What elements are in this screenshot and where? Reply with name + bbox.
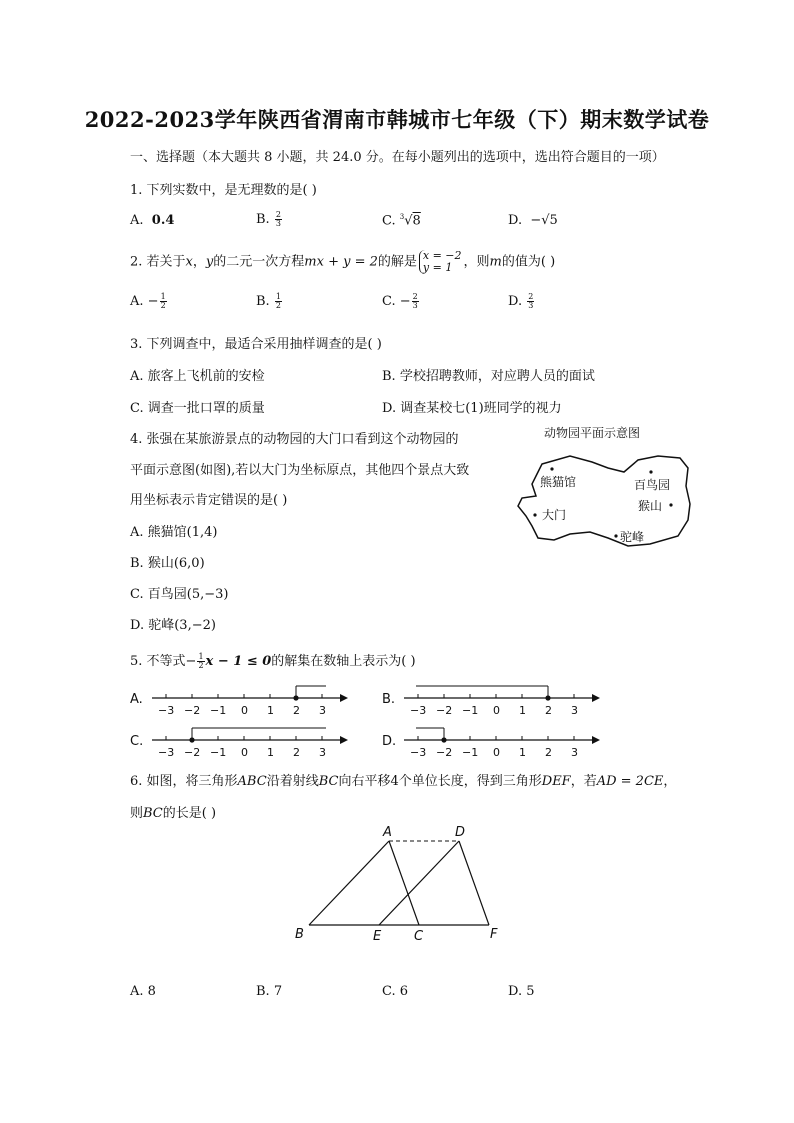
tick-label: −3: [158, 746, 175, 759]
map-label-gate: 大门: [542, 508, 567, 522]
label-F: F: [490, 927, 498, 942]
bird-dot: [649, 470, 652, 473]
tick-label: −2: [184, 704, 201, 717]
tick-label: 2: [545, 704, 552, 717]
map-label-monkey: 猴山: [638, 499, 663, 513]
tick-label: −1: [210, 746, 227, 759]
tick-label: −1: [210, 704, 227, 717]
triangle-translation-figure: [285, 820, 515, 950]
gate-dot: [533, 513, 536, 516]
tick-label: 3: [571, 704, 578, 717]
number-line-option-c: [130, 722, 350, 760]
axis-arrow: [592, 694, 600, 702]
q2-option-d: D. $\frac{2}{3}$: [508, 292, 534, 310]
tick-label: 0: [241, 746, 248, 759]
map-label-bird: 百鸟园: [634, 478, 671, 492]
zoo-map-figure: [510, 420, 700, 560]
q5-stem: 5. 不等式− $\frac{1}{2}$ x − 1 ≤ 0的解集在数轴上表示为( ): [130, 652, 416, 670]
q1-option-a: A. 0.4: [130, 213, 175, 228]
tick-label: 0: [493, 704, 500, 717]
tick-label: 3: [571, 746, 578, 759]
tick-label: −3: [158, 704, 175, 717]
q1-option-b: B. $\frac{2}{3}$: [256, 210, 281, 228]
panda-dot: [550, 467, 553, 470]
map-label-panda: 熊猫馆: [540, 475, 577, 489]
tick-label: 1: [267, 704, 274, 717]
q4-line-2: 平面示意图(如图),若以大门为坐标原点，其他四个景点大致: [130, 463, 470, 478]
q1-option-d: D. −√5: [508, 213, 558, 228]
tick-label: −1: [462, 704, 479, 717]
label-E: E: [373, 929, 382, 944]
q3-stem: 3. 下列调查中，最适合采用抽样调查的是( ): [130, 337, 382, 352]
option-label: B.: [382, 692, 396, 707]
tick-label: 2: [293, 704, 300, 717]
page-title: 2022-2023学年陕西省渭南市韩城市七年级（下）期末数学试卷: [84, 107, 710, 132]
option-label: D.: [382, 734, 397, 749]
map-title: 动物园平面示意图: [544, 426, 641, 440]
tick-label: −2: [436, 746, 453, 759]
solution-point: [545, 695, 550, 700]
tick-label: −3: [410, 704, 427, 717]
q3-option-d: D. 调查某校七(1)班同学的视力: [382, 401, 562, 416]
number-line-option-a: [130, 680, 350, 718]
solution-point: [293, 695, 298, 700]
q4-option-b: B. 猴山(6,0): [130, 556, 205, 571]
edge-AC: [389, 841, 419, 925]
q6-option-c: C. 6: [382, 984, 409, 999]
option-label: A.: [130, 692, 143, 707]
q4-option-c: C. 百鸟园(5,−3): [130, 587, 229, 602]
axis-arrow: [340, 694, 348, 702]
camel-dot: [614, 534, 617, 537]
edge-ED: [379, 841, 459, 925]
q4-line-3: 用坐标表示肯定错误的是( ): [130, 493, 288, 508]
tick-label: −2: [436, 704, 453, 717]
solution-point: [189, 737, 194, 742]
map-label-camel: 驼峰: [620, 530, 645, 544]
tick-label: 1: [267, 746, 274, 759]
axis-arrow: [592, 736, 600, 744]
q3-option-b: B. 学校招聘教师，对应聘人员的面试: [382, 369, 595, 384]
q4-option-a: A. 熊猫馆(1,4): [130, 525, 218, 540]
q3-option-a: A. 旅客上飞机前的安检: [130, 369, 265, 384]
q2-option-c: C. − $\frac{2}{3}$: [382, 292, 418, 310]
q1-stem: 1. 下列实数中，是无理数的是( ): [130, 183, 317, 198]
section-heading: 一、选择题（本大题共 8 小题，共 24.0 分。在每小题列出的选项中，选出符合题目的一项）: [130, 150, 665, 165]
tick-label: 1: [519, 746, 526, 759]
q2-option-b: B. $\frac{1}{2}$: [256, 292, 281, 310]
q6-option-b: B. 7: [256, 984, 283, 999]
q4-option-d: D. 驼峰(3,−2): [130, 618, 216, 633]
tick-label: 2: [293, 746, 300, 759]
q6-option-d: D. 5: [508, 984, 535, 999]
q2-option-a: A. − $\frac{1}{2}$: [130, 292, 166, 310]
monkey-dot: [669, 503, 672, 506]
edge-DF: [459, 841, 489, 925]
edge-AB: [309, 841, 389, 925]
map-boundary: [518, 456, 690, 546]
q6-option-a: A. 8: [130, 984, 156, 999]
number-line-option-b: [382, 680, 602, 718]
tick-label: 3: [319, 704, 326, 717]
q6-line-2: 则BC的长是( ): [130, 806, 217, 821]
label-D: D: [455, 825, 466, 840]
tick-label: 3: [319, 746, 326, 759]
tick-label: 1: [519, 704, 526, 717]
label-C: C: [414, 929, 424, 944]
solution-point: [441, 737, 446, 742]
tick-label: −2: [184, 746, 201, 759]
option-label: C.: [130, 734, 144, 749]
label-B: B: [295, 927, 304, 942]
q3-option-c: C. 调查一批口罩的质量: [130, 401, 265, 416]
tick-label: −3: [410, 746, 427, 759]
tick-label: 2: [545, 746, 552, 759]
axis-arrow: [340, 736, 348, 744]
tick-label: 0: [493, 746, 500, 759]
label-A: A: [383, 825, 392, 840]
tick-label: −1: [462, 746, 479, 759]
q2-stem: 2. 若关于x，y的二元一次方程mx + y = 2的解是 x = −2 y = 1 ，则m的值为( ): [130, 249, 556, 274]
q1-option-c: C. $^3$√8: [382, 213, 421, 229]
number-line-option-d: [382, 722, 602, 760]
q6-line-1: 6. 如图，将三角形ABC沿着射线BC向右平移4个单位长度，得到三角形DEF，若AD = 2CE，: [130, 774, 677, 789]
tick-label: 0: [241, 704, 248, 717]
q4-line-1: 4. 张强在某旅游景点的动物园的大门口看到这个动物园的: [130, 432, 459, 447]
